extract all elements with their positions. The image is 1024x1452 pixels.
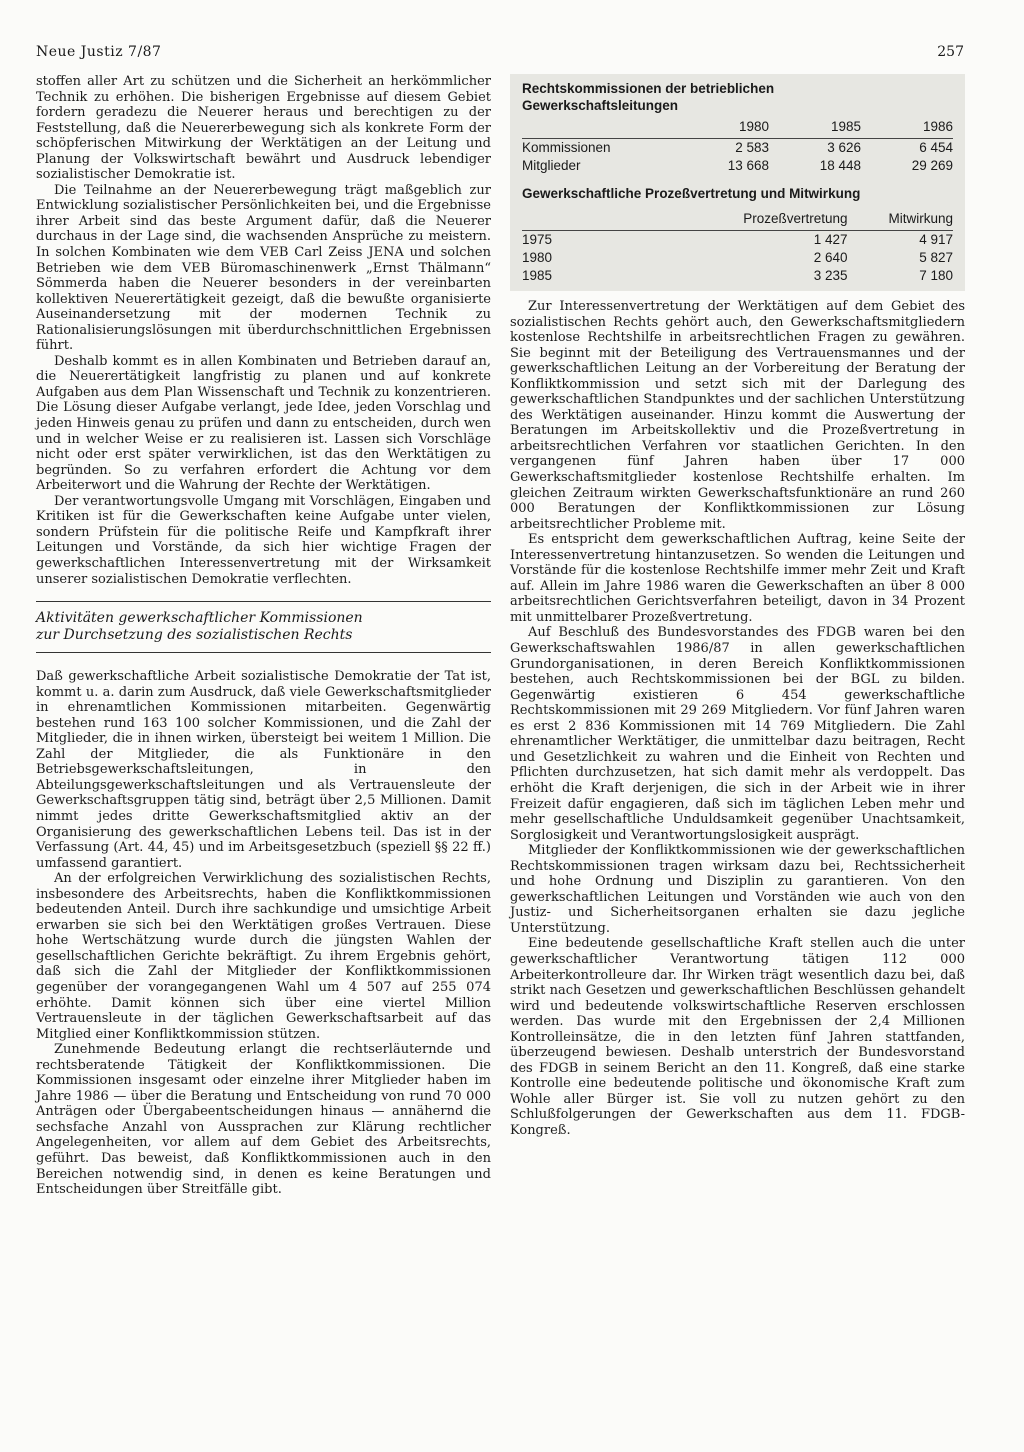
- column-header: 1986: [922, 119, 953, 134]
- row-label: Mitglieder: [522, 158, 581, 173]
- table-cell: 1 427: [813, 232, 848, 247]
- table-row: [522, 249, 953, 267]
- table-title: Gewerkschaftliche Prozeßvertretung und Mitwirkung: [522, 186, 861, 201]
- page-header: [36, 44, 964, 64]
- table-cell: 2 640: [813, 250, 848, 265]
- paragraph: Daß gewerkschaftliche Arbeit sozialistische Demokratie der Tat ist, kommt u. a. darin zum Ausdruck, daß viele Gewerkschaftsmitglieder in ehrenamtlichen Kommissionen mitarbeiten. Gegenwärtig bestehen rund 163 100 solcher Kommissionen, und die Zahl der Mitglieder, die in ihnen wirken, übersteigt bei weitem 1 Million. Die Zahl der Mitglieder, die als Funktionäre in den Betriebsgewerkschaftsleitungen, in den Abteilungsgewerkschaftsleitungen und als Vertrauensleute der Gewerkschaftsgruppen tätig sind, beträgt über 2,5 Millionen. Damit nimmt jedes dritte Gewerkschaftsmitglied aktiv an der Organisierung des gewerkschaftlichen Lebens teil. Das ist in der Verfassung (Art. 44, 45) und im Arbeitsgesetzbuch (speziell §§ 22 ff.) umfassend garantiert.: [36, 669, 491, 871]
- table-row: [522, 231, 953, 250]
- paragraph: Zunehmende Bedeutung erlangt die rechtserläuternde und rechtsberatende Tätigkeit der Konfliktkommissionen. Die Kommissionen insgesamt oder einzelne ihrer Mitglieder haben im Jahre 1986 — über die Beratung und Entscheidung von rund 70 000 Anträgen oder Übergabeentscheidungen hinaus — annähernd die sechsfache Anzahl von Aussprachen zur Klärung rechtlicher Angelegenheiten, vor allem auf dem Gebiet des Arbeitsrechts, geführt. Das beweist, daß Konfliktkommissionen auch in den Bereichen notwendig sind, in denen es keine Beratungen und Entscheidungen über Streitfälle gibt.: [36, 1042, 491, 1198]
- section-heading-line: zur Durchsetzung des sozialistischen Rechts: [36, 627, 353, 644]
- table-cell: 5 827: [919, 250, 953, 265]
- table-cell: 2 583: [735, 140, 769, 155]
- table-cell: 7 180: [919, 268, 953, 283]
- row-label: 1975: [522, 232, 553, 247]
- table-row: [522, 157, 953, 175]
- section-heading: [36, 601, 491, 653]
- right-column: [510, 74, 965, 1139]
- table-cell: 29 269: [911, 158, 953, 173]
- paragraph: Auf Beschluß des Bundesvorstandes des FDGB waren bei den Gewerkschaftswahlen 1986/87 in allen gewerkschaftlichen Grundorganisationen, in deren Bereich Konfliktkommissionen bestehen, auch Rechtskommissionen bei der BGL zu bilden. Gegenwärtig existieren 6 454 gewerkschaftliche Rechtskommissionen mit 29 269 Mitgliedern. Vor fünf Jahren waren es erst 2 836 Kommissionen mit 14 769 Mitgliedern. Die Zahl ehrenamtlicher Werktätiger, die unmittelbar dazu beitragen, Recht und Gesetzlichkeit zu wahren und die Einheit von Rechten und Pflichten durchzusetzen, hat sich damit mehr als verdoppelt. Das erhöht die Kraft derjenigen, die sich in der Arbeit wie in ihrer Freizeit dafür engagieren, daß sich im täglichen Leben mehr und mehr gesellschaftliche Unduldsamkeit gegenüber Unachtsamkeit, Sorglosigkeit und Verantwortungslosigkeit ausprägt.: [510, 625, 965, 843]
- paragraph: Es entspricht dem gewerkschaftlichen Auftrag, keine Seite der Interessenvertretung hintanzusetzen. So wenden die Leitungen und Vorstände für die kostenlose Rechtshilfe immer mehr Zeit und Kraft auf. Allein im Jahre 1986 waren die Gewerkschaften an über 8 000 arbeitsrechtlichen Gerichtsverfahren beteiligt, davon in 34 Prozent mit unmittelbarer Prozeßvertretung.: [510, 532, 965, 625]
- row-label: 1985: [522, 268, 553, 283]
- paragraph: Die Teilnahme an der Neuererbewegung trägt maßgeblich zur Entwicklung sozialistischer Persönlichkeiten bei, und die Ergebnisse ihrer Arbeit sind das beste Argument dafür, daß die Neuerer durchaus in der Lage sind, die wachsenden Ansprüche zu meistern. In solchen Kombinaten wie dem VEB Carl Zeiss JENA und solchen Betrieben wie dem VEB Büromaschinenwerk „Ernst Thälmann“ Sömmerda haben die Neuerer besonders in der vereinbarten kollektiven Neuerertätigkeit gezeigt, daß die bewußte organisierte Auseinandersetzung mit der modernen Technik zu Rationalisierungslösungen mit überdurchschnittlichen Ergebnissen führt.: [36, 182, 491, 354]
- column-header: Mitwirkung: [888, 211, 953, 226]
- paragraph: Mitglieder der Konfliktkommissionen wie der gewerkschaftlichen Rechtskommissionen tragen wirksam dazu bei, Rechtssicherheit und hohe Ordnung und Disziplin zu garantieren. Von den gewerkschaftlichen Leitungen und Vorständen wie auch von den Justiz- und Sicherheitsorganen erhalten sie dazu jegliche Unterstützung.: [510, 843, 965, 936]
- paragraph: An der erfolgreichen Verwirklichung des sozialistischen Rechts, insbesondere des Arbeitsrechts, haben die Konfliktkommissionen bedeutenden Anteil. Durch ihre sachkundige und umsichtige Arbeit erwarben sie sich bei den Werktätigen großes Vertrauen. Diese hohe Wertschätzung wurde durch die jüngsten Wahlen der gesellschaftlichen Gerichte bekräftigt. Zu ihrem Ergebnis gehört, daß sich die Zahl der Mitglieder der Konfliktkommissionen gegenüber der vorangegangenen Wahl um 4 507 auf 255 074 erhöhte. Damit können sich über eine viertel Million Vertrauensleute in der täglichen Gewerkschaftsarbeit auf das Mitglied einer Konfliktkommission stützen.: [36, 871, 491, 1042]
- statistics-box: [510, 74, 965, 291]
- table-row: [522, 267, 953, 285]
- representation-table: [522, 206, 953, 285]
- table-title: Gewerkschaftsleitungen: [522, 98, 679, 113]
- table-cell: 4 917: [919, 232, 953, 247]
- section-heading-line: Aktivitäten gewerkschaftlicher Kommissionen: [36, 610, 363, 627]
- commissions-table: [522, 114, 953, 175]
- journal-title: Neue Justiz 7/87: [36, 44, 162, 60]
- table-cell: 18 448: [819, 158, 861, 173]
- table-cell: 13 668: [727, 158, 769, 173]
- paragraph: Der verantwortungsvolle Umgang mit Vorschlägen, Eingaben und Kritiken ist für die Gewerkschaften keine Aufgabe unter vielen, sondern Prüfstein für die politische Reife und Kampfkraft ihrer Leitungen und Vorstände, da sich hier wichtige Fragen der gewerkschaftlichen Interessenvertretung mit der Wirksamkeit unserer sozialistischen Demokratie verflechten.: [36, 493, 491, 587]
- table-header-row: [522, 114, 953, 139]
- table-title: Rechtskommissionen der betrieblichen: [522, 81, 775, 96]
- paragraph: Zur Interessenvertretung der Werktätigen auf dem Gebiet des sozialistischen Rechts gehört auch, den Gewerkschaftsmitgliedern kostenlose Rechtshilfe in arbeitsrechtlichen Fragen zu gewähren. Sie beginnt mit der Beteiligung des Vertrauensmannes und der gewerkschaftlichen Leitung an der Vorbereitung der Beratung der Konfliktkommission und setzt sich mit der Darlegung des gewerkschaftlichen Standpunktes und der sachlichen Unterstützung des Werktätigen auseinander. Hinzu kommt die Auswertung der Beratungen im Arbeitskollektiv und die Prozeßvertretung in arbeitsrechtlichen Verfahren vor staatlichen Gerichten. In den vergangenen fünf Jahren haben über 17 000 Gewerkschaftsmitglieder kostenlose Rechtshilfe erhalten. Im gleichen Zeitraum wirkten Gewerkschaftsfunktionäre an rund 260 000 Beratungen der Konfliktkommissionen zur Lösung arbeitsrechtlicher Probleme mit.: [510, 299, 965, 532]
- table-row: [522, 139, 953, 158]
- page-number: 257: [937, 44, 964, 60]
- column-header: 1985: [830, 119, 861, 134]
- table-cell: 3 235: [813, 268, 848, 283]
- table-header-row: [522, 206, 953, 231]
- table-cell: 6 454: [919, 140, 953, 155]
- paragraph: Eine bedeutende gesellschaftliche Kraft stellen auch die unter gewerkschaftlicher Verantwortung tätigen 112 000 Arbeiterkontrolleure dar. Ihr Wirken trägt wesentlich dazu bei, daß strikt nach Gesetzen und gewerkschaftlichen Beschlüssen gehandelt wird und bedeutende volkswirtschaftliche Reserven erschlossen werden. Das wurde mit den Ergebnissen der 2,4 Millionen Kontrolleinsätze, die in den letzten fünf Jahren stattfanden, überzeugend bewiesen. Deshalb unterstrich der Bundesvorstand des FDGB in seinem Bericht an den 11. Kongreß, daß eine starke Kontrolle eine bedeutende politische und ökonomische Kraft zum Wohle aller Bürger ist. Sie voll zu nutzen gehört zu den Schlußfolgerungen der Gewerkschaften aus dem 11. FDGB-Kongreß.: [510, 936, 965, 1138]
- paragraph: stoffen aller Art zu schützen und die Sicherheit an herkömmlicher Technik zu erhöhen. Die bisherigen Ergebnisse auf diesem Gebiet fordern geradezu die Neuerer heraus und berechtigen zu der Feststellung, daß die Neuererbewegung sich als konkrete Form der schöpferischen Mitwirkung der Werktätigen an der Leitung und Planung der Volkswirtschaft bewährt und Ausdruck lebendiger sozialistischer Demokratie ist.: [36, 74, 491, 183]
- paragraph: Deshalb kommt es in allen Kombinaten und Betrieben darauf an, die Neuerertätigkeit langfristig zu planen und auf konkrete Aufgaben aus dem Plan Wissenschaft und Technik zu konzentrieren. Die Lösung dieser Aufgabe verlangt, jede Idee, jeden Vorschlag und jeden Hinweis genau zu prüfen und dann zu entscheiden, durch wen und in welcher Weise er zu realisieren ist. Lassen sich Vorschläge nicht oder erst später verwirklichen, ist das den Werktätigen zu begründen. So zu verfahren erfordert die Achtung vor dem Arbeiterwort und die Wahrung der Rechte der Werktätigen.: [36, 353, 491, 494]
- row-label: Kommissionen: [522, 140, 611, 155]
- column-header: 1980: [738, 119, 769, 134]
- table-cell: 3 626: [827, 140, 861, 155]
- left-column: [36, 74, 491, 1198]
- row-label: 1980: [522, 250, 553, 265]
- column-header: Prozeßvertretung: [743, 211, 848, 226]
